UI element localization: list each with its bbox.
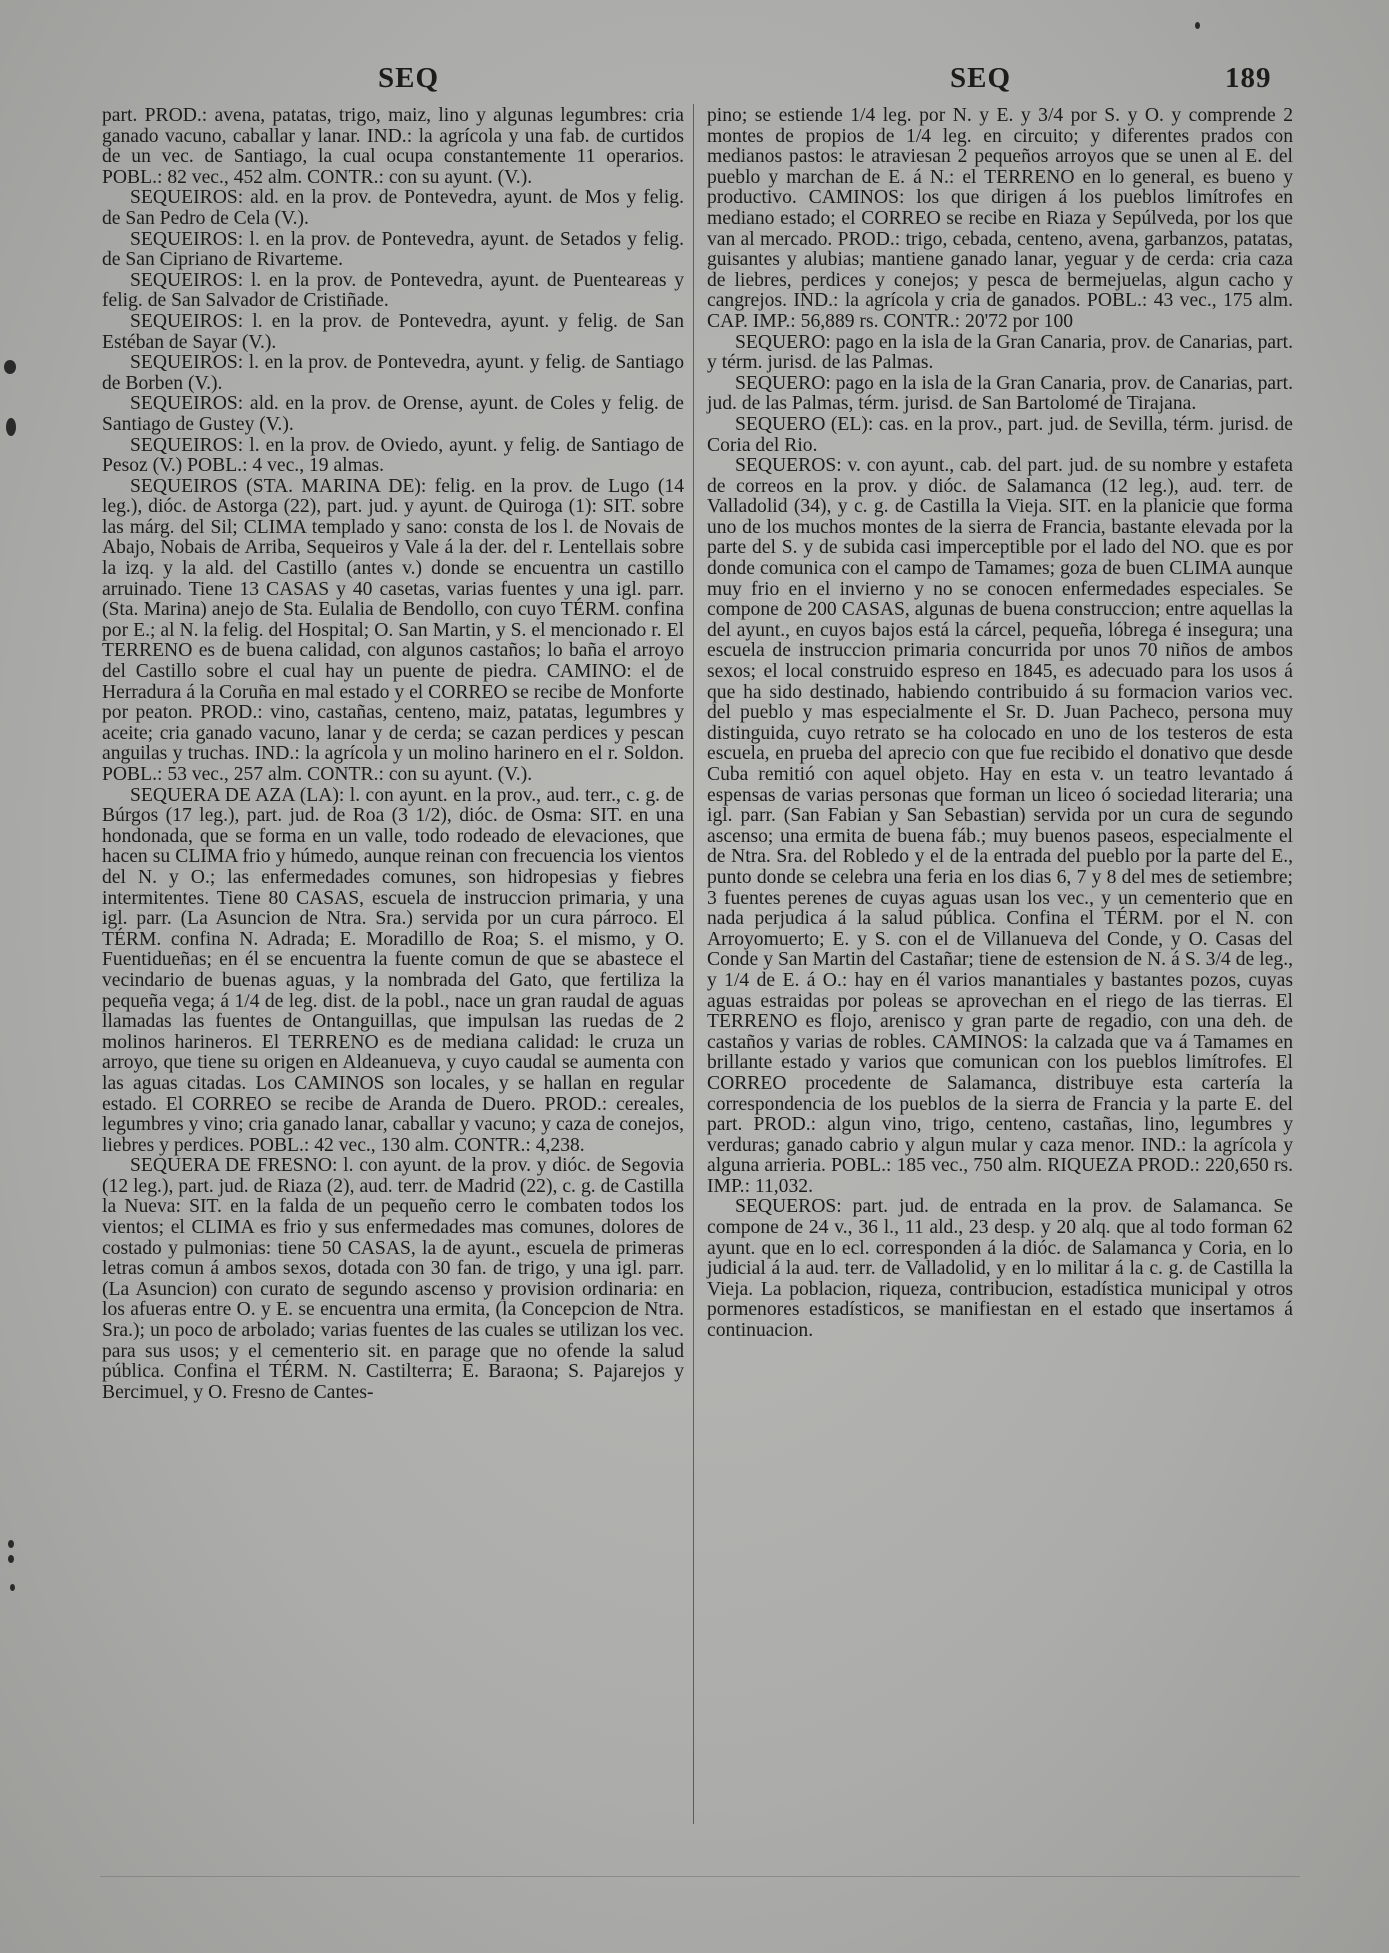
- entry-text: SEQUEIROS: ald. en la prov. de Orense, ayunt. de Coles y felig. de Santiago de Gustey (V.).: [102, 393, 684, 435]
- left-column: [102, 106, 684, 1403]
- ink-spot: [10, 1584, 15, 1591]
- header-center-word: SEQ: [950, 62, 1012, 94]
- ink-spot: [8, 1555, 14, 1563]
- entry-text: SEQUEIROS: l. en la prov. de Oviedo, ayunt. y felig. de Santiago de Pesoz (V.) POBL.: 4 vec., 19 almas.: [102, 434, 684, 477]
- page-bottom-edge: [100, 1876, 1300, 1877]
- entry-text: SEQUEROS: v. con ayunt., cab. del part. jud. de su nombre y estafeta de correos en la prov. y dióc. de Salamanca (12 leg.), aud. terr. de Valladolid (34), y c. g. de Castilla la Vieja. SIT. en la planicie que forma uno de los muchos montes de la sierra de Francia, bastante elevada por la parte del S. y de subida casi imperceptible por el lado del NO. que es por donde comunica con el campo de Tamames; goza de buen CLIMA aunque muy frio en el invierno y no se conocen enfermedades especiales. Se compone de 200 CASAS, algunas de buena construccion; entre aquellas la del ayunt., en cuyos bajos está la cárcel, pequeña, lóbrega é insegura; una escuela de instruccion primaria concurrida por unos 70 niños de ambos sexos; el local construido espreso en 1845, es adecuado para los usos á que ha sido destinado, habiendo contribuido á su formacion varios vec. del pueblo y mas especialmente el Sr. D. Juan Pacheco, persona muy distinguida, cuyo retrato se ha colocado en uno de los testeros de esta escuela, en prueba del aprecio con que fue recibido el donativo que desde Cuba remitió con aquel objeto. Hay en esta v. un teatro levantado á espensas de varias personas que forman un liceo ó sociedad literaria; una igl. parr. (San Fabian y San Sebastian) servida por un cura de segundo ascenso; una ermita de buena fáb.; muy buenos paseos, especialmente el de Ntra. Sra. del Robledo y el de la entrada del pueblo por la parte del E., punto donde se celebra una feria en los dias 6, 7 y 8 del mes de setiembre; 3 fuentes perenes de cuyas aguas usan los vec., y un cementerio que en nada perjudica á la salud pública. Confina el TÉRM. por el N. con Arroyomuerto; E. y S. con el de Villanueva del Conde, y O. Casas del Conde y San Martin del Castañar; tiene de estension de N. á S. 3/4 de leg., y 1/4 de E. á O.: hay en él varios manantiales y bastantes pozos, cuyas aguas estraidas por poleas se aprovechan en el riego de las tierras. El TERRENO es flojo, arenisco y gran parte de regadio, con una deh. de castaños y varias de robles. CAMINOS: la calzada que va á Tamames en brillante estado y varios que comunican con los pueblos limítrofes. El CORREO procedente de Salamanca, distribuye esta cartería la correspondencia de los pueblos de la sierra de Francia y la parte E. del part. PROD.: algun vino, trigo, centeno, castañas, lino, legumbres y verduras; ganado cabrio y algun mular y caza menor. IND.: la agrícola y alguna arrieria. POBL.: 185 vec., 750 alm. RIQUEZA PROD.: 220,650 rs. IMP.: 11,032.: [707, 455, 1293, 1197]
- entry-text: SEQUERO: pago en la isla de la Gran Canaria, prov. de Canarias, part. jud. de las Palmas, térm. jurisd. de San Bartolomé de Tirajana.: [707, 372, 1293, 415]
- entry-text: SEQUERO: pago en la isla de la Gran Canaria, prov. de Canarias, part. y térm. jurisd. de las Palmas.: [707, 331, 1293, 374]
- entry-text: SEQUEIROS: l. en la prov. de Pontevedra, ayunt. y felig. de San Estéban de Sayar (V.).: [102, 310, 684, 353]
- entry-text: SEQUERA DE FRESNO: l. con ayunt. de la prov. y dióc. de Segovia (12 leg.), part. jud. de Riaza (2), aud. terr. de Madrid (22), c. g. de Castilla la Nueva: SIT. en la falda de un pequeño cerro le combaten todos los vientos; el CLIMA es frio y sus enfermedades mas comunes, dolores de costado y pulmonias: tiene 50 CASAS, la de ayunt., escuela de primeras letras comun á ambos sexos, dotada con 30 fan. de trigo, y una igl. parr. (La Asuncion) con curato de segundo ascenso y provision ordinaria: en los afueras entre O. y E. se encuentra una ermita, (la Concepcion de Ntra. Sra.); un poco de arbolado; varias fuentes de las cuales se utilizan los vec. para sus usos; y el cementerio sit. en parage que no ofende la salud pública. Confina el TÉRM. N. Castilterra; E. Baraona; S. Pajarejos y Bercimuel, y O. Fresno de Cantes-: [102, 1155, 684, 1403]
- running-header: [0, 62, 1389, 106]
- entry-text: SEQUEIROS (STA. MARINA DE): felig. en la prov. de Lugo (14 leg.), dióc. de Astorga (22), part. jud. y ayunt. de Quiroga (1): SIT. sobre las márg. del Sil; CLIMA templado y sano: consta de los l. de Novais de Abajo, Nobais de Arriba, Sequeiros y Vale á la der. del r. Lentellais sobre la izq. y la ald. del Castillo (antes v.) donde se encuentra un castillo arruinado. Tiene 13 CASAS y 40 casetas, varias fuentes y una igl. parr. (Sta. Marina) anejo de Sta. Eulalia de Bendollo, con cuyo TÉRM. confina por E.; al N. la felig. del Hospital; O. San Martin, y S. el mencionado r. El TERRENO es de buena calidad, con algunos castaños; lo baña el arroyo del Castillo sobre el cual hay un puente de piedra. CAMINO: el de Herradura á la Coruña en mal estado y el CORREO se recibe de Monforte por peaton. PROD.: vino, castañas, centeno, maiz, patatas, legumbres y aceite; cria ganado vacuno, lanar y de cerda; se cazan perdices y pescan anguilas y truchas. IND.: la agrícola y un molino harinero en el r. Soldon. POBL.: 53 vec., 257 alm. CONTR.: con su ayunt. (V.).: [102, 475, 684, 785]
- entry-text: SEQUEIROS: l. en la prov. de Pontevedra, ayunt. de Setados y felig. de San Cipriano de Rivarteme.: [102, 228, 684, 271]
- page-number: 189: [1225, 62, 1272, 94]
- ink-spot: [1195, 22, 1200, 29]
- ink-spot: [4, 360, 16, 374]
- entry-text: pino; se estiende 1/4 leg. por N. y E. y 3/4 por S. y O. y comprende 2 montes de propios de 1/4 leg. en circuito; y diferentes prados con medianos pastos: le atraviesan 2 pequeños arroyos que se unen al E. del pueblo y marchan de E. á N.: el TERRENO en lo general, es bueno y productivo. CAMINOS: los que dirigen á los pueblos limítrofes en mediano estado; el CORREO se recibe en Riaza y Sepúlveda, por los que van al mercado. PROD.: trigo, cebada, centeno, avena, garbanzos, patatas, guisantes y alubias; mantiene ganado lanar, yeguar y de cerda: cria caza de liebres, perdices y conejos; y pesca de bermejuelas, algun cacho y cangrejos. IND.: la agrícola y cria de ganados. POBL.: 43 vec., 175 alm. CAP. IMP.: 56,889 rs. CONTR.: 20'72 por 100: [707, 105, 1293, 332]
- ink-spot: [6, 418, 16, 436]
- entry-text: SEQUERA DE AZA (LA): l. con ayunt. en la prov., aud. terr., c. g. de Búrgos (17 leg.), part. jud. de Roa (3 1/2), dióc. de Osma: SIT. en una hondonada, que se forma en un valle, todo rodeado de elevaciones, que hacen su CLIMA frio y húmedo, aunque reinan con frecuencia los vientos del N. y O.; las enfermedades comunes, son hidropesias y fiebres intermitentes. Tiene 80 CASAS, escuela de instruccion primaria, y una igl. parr. (La Asuncion de Ntra. Sra.) servida por un cura párroco. El TÉRM. confina N. Adrada; E. Moradillo de Roa; S. el mismo, y O. Fuentidueñas; en él se encuentra la fuente comun de que se abastece el vecindario de buenas aguas, y la nombrada del Gato, que fertiliza la pequeña vega; á 1/4 de leg. dist. de la pobl., nace un gran raudal de aguas llamadas las fuentes de Ontanguillas, que impulsan las ruedas de 2 molinos harineros. El TERRENO es de mediana calidad: le cruza un arroyo, que tiene su origen en Aldeanueva, y cuyo caudal se aumenta con las aguas citadas. Los CAMINOS son locales, y se hallan en regular estado. El CORREO se recibe de Aranda de Duero. PROD.: cereales, legumbres y vino; cria ganado lanar, caballar y vacuno; y caza de conejos, liebres y perdices. POBL.: 42 vec., 130 alm. CONTR.: 4,238.: [102, 784, 684, 1156]
- entry-text: SEQUEIROS: l. en la prov. de Pontevedra, ayunt. y felig. de Santiago de Borben (V.).: [102, 352, 684, 394]
- ink-spot: [8, 1540, 14, 1548]
- entry-text: SEQUERO (EL): cas. en la prov., part. jud. de Sevilla, térm. jurisd. de Coria del Rio.: [707, 413, 1293, 456]
- entry-text: SEQUEIROS: l. en la prov. de Pontevedra, ayunt. de Puenteareas y felig. de San Salvador de Cristiñade.: [102, 269, 684, 312]
- header-left-word: SEQ: [378, 62, 440, 94]
- right-column: [707, 106, 1293, 1342]
- entry-text: SEQUEIROS: ald. en la prov. de Pontevedra, ayunt. de Mos y felig. de San Pedro de Cela (V.).: [102, 187, 684, 229]
- entry-text: SEQUEROS: part. jud. de entrada en la prov. de Salamanca. Se compone de 24 v., 36 l., 11 ald., 23 desp. y 20 alq. que al todo forman 62 ayunt. que en lo ecl. corresponden á la dióc. de Salamanca y Coria, en lo judicial á la aud. terr. de Valladolid, y en lo militar á la c. g. de Castilla la Vieja. La poblacion, riqueza, contribucion, estadística municipal y otros pormenores estadísticos, se manifiestan en el estado que insertamos á continuacion.: [707, 1196, 1293, 1342]
- column-divider: [693, 104, 694, 1824]
- entry-text: part. PROD.: avena, patatas, trigo, maiz, lino y algunas legumbres: cria ganado vacuno, caballar y lanar. IND.: la agrícola y una fab. de curtidos de un vec. de Santiago, la cual ocupa constantemente 11 operarios. POBL.: 82 vec., 452 alm. CONTR.: con su ayunt. (V.).: [102, 105, 684, 188]
